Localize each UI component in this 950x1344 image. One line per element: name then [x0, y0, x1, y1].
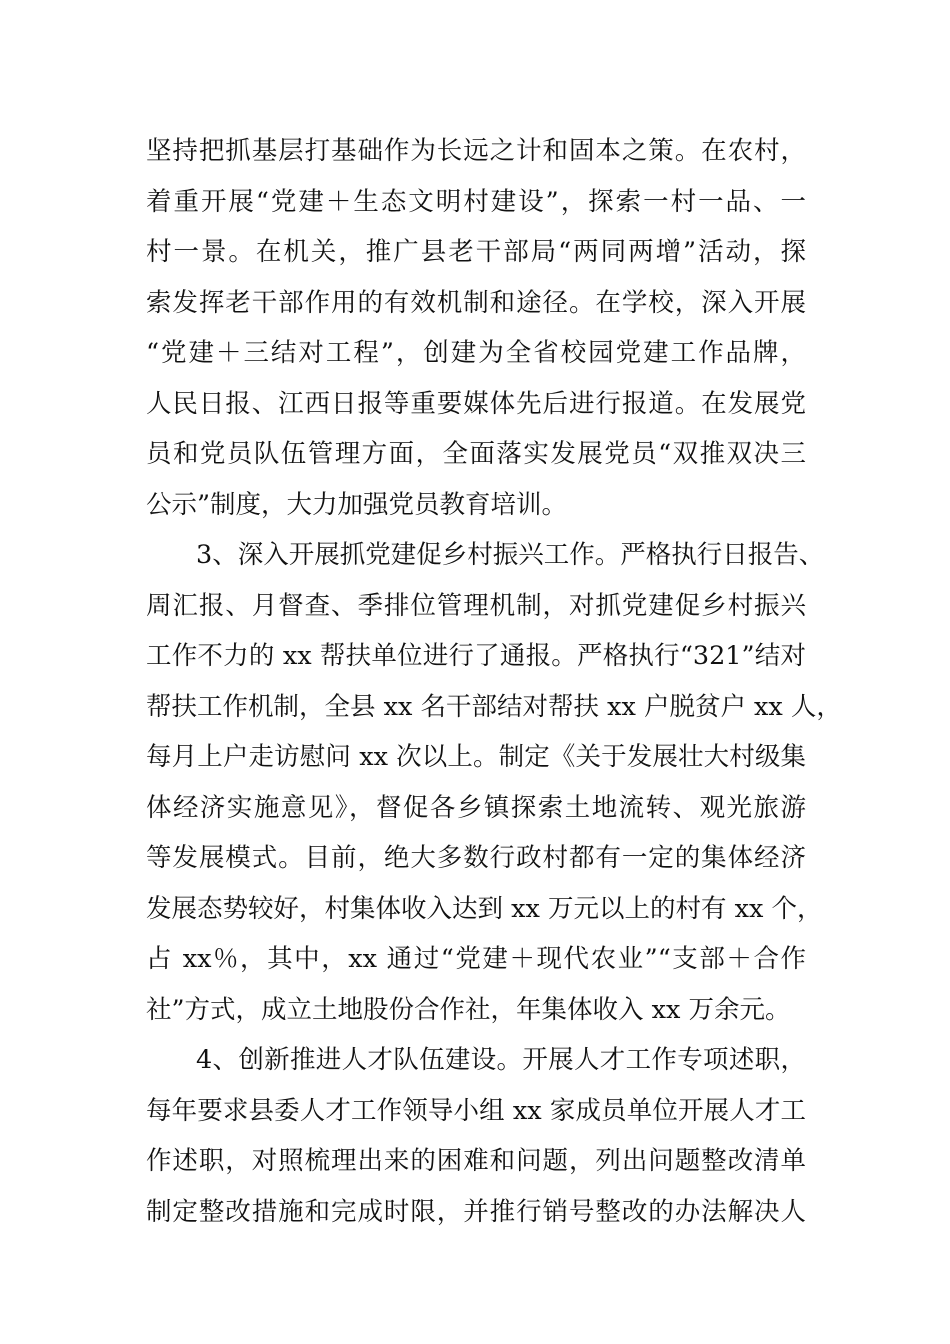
text-line: 村一景。在机关，推广县老干部局“两同两增”活动，探	[146, 237, 806, 267]
text-line: 员和党员队伍管理方面，全面落实发展党员“双推双决三	[146, 439, 806, 469]
text-line: 发展态势较好，村集体收入达到 xx 万元以上的村有 xx 个，	[146, 893, 823, 924]
document-body	[146, 126, 842, 1237]
text-line: 公示”制度，大力加强党员教育培训。	[146, 489, 568, 520]
text-line: 工作不力的 xx 帮扶单位进行了通报。严格执行“321”结对	[146, 641, 806, 671]
text-line: 占 xx％，其中，xx 通过“党建＋现代农业”“支部＋合作	[146, 944, 806, 974]
paragraph-start-line: 3、深入开展抓党建促乡村振兴工作。严格执行日报告、	[196, 540, 825, 570]
text-line: 作述职，对照梳理出来的困难和问题，列出问题整改清单	[146, 1146, 806, 1176]
text-line: 社”方式，成立土地股份合作社，年集体收入 xx 万余元。	[146, 994, 791, 1025]
text-line: 制定整改措施和完成时限，并推行销号整改的办法解决人	[146, 1196, 806, 1227]
text-line: 帮扶工作机制，全县 xx 名干部结对帮扶 xx 户脱贫户 xx 人，	[146, 691, 842, 722]
text-line: 着重开展“党建＋生态文明村建设”，探索一村一品、一	[146, 186, 806, 217]
text-line: 每年要求县委人才工作领导小组 xx 家成员单位开展人才工	[146, 1095, 806, 1126]
text-line: “党建＋三结对工程”，创建为全省校园党建工作品牌，	[146, 338, 806, 368]
paragraph-start-line: 4、创新推进人才队伍建设。开展人才工作专项述职，	[196, 1045, 806, 1075]
text-line: 索发挥老干部作用的有效机制和途径。在学校，深入开展	[146, 287, 806, 318]
text-line: 体经济实施意见》，督促各乡镇探索土地流转、观光旅游	[146, 792, 806, 823]
text-line: 坚持把抓基层打基础作为长远之计和固本之策。在农村，	[146, 136, 806, 166]
text-line: 等发展模式。目前，绝大多数行政村都有一定的集体经济	[146, 843, 806, 873]
text-line: 人民日报、江西日报等重要媒体先后进行报道。在发展党	[146, 388, 806, 419]
text-line: 周汇报、月督查、季排位管理机制，对抓党建促乡村振兴	[146, 590, 806, 621]
text-line: 每月上户走访慰问 xx 次以上。制定《关于发展壮大村级集	[146, 742, 806, 772]
